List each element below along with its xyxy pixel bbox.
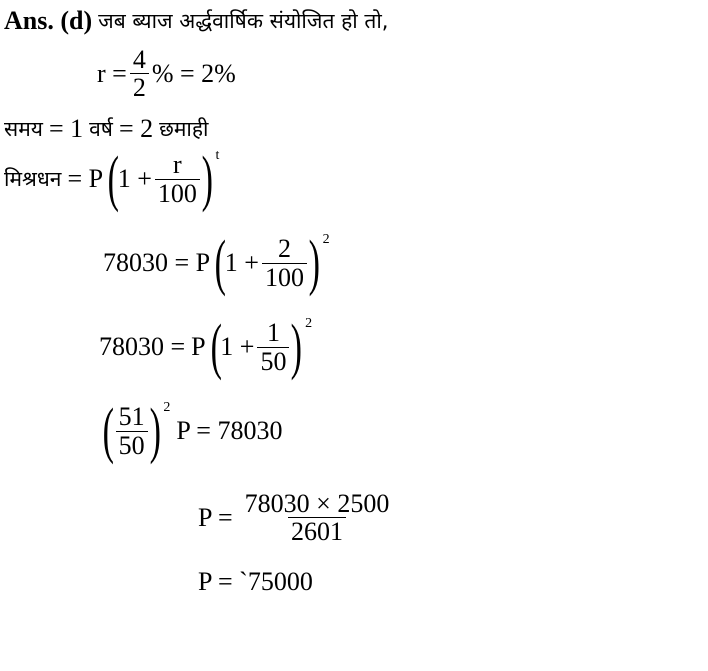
amount-numerator: r bbox=[173, 150, 182, 180]
answer-condition-text: जब ब्याज अर्द्धवार्षिक संयोजित हो तो, bbox=[98, 9, 389, 33]
right-paren: ) bbox=[291, 313, 303, 381]
step2-fraction bbox=[257, 319, 289, 375]
half-year-label: छमाही bbox=[159, 117, 209, 141]
step3-numerator: 51 bbox=[118, 402, 145, 432]
step1-fraction bbox=[262, 235, 307, 291]
rate-equation bbox=[97, 46, 236, 102]
time-eq1: = 1 bbox=[48, 114, 84, 143]
step2-one: 1 + bbox=[220, 332, 255, 361]
year-label: वर्ष bbox=[89, 117, 113, 141]
time-label: समय bbox=[4, 117, 43, 141]
step2-denominator: 50 bbox=[257, 347, 289, 375]
step2-exponent: 2 bbox=[305, 316, 313, 331]
right-paren: ) bbox=[149, 397, 161, 465]
answer-label: Ans. (d) bbox=[4, 6, 93, 35]
final-answer-text: P = `75000 bbox=[198, 567, 313, 596]
step4-numerator: 78030 × 2500 bbox=[244, 489, 390, 518]
left-paren: ( bbox=[107, 145, 120, 213]
step4-fraction bbox=[242, 490, 393, 546]
step1-lhs: 78030 = P bbox=[103, 248, 211, 277]
rate-fraction bbox=[130, 46, 149, 102]
step4-lhs: P = bbox=[198, 502, 233, 532]
amount-exponent: t bbox=[215, 148, 220, 163]
step3-equation bbox=[98, 397, 283, 465]
step3-denominator: 50 bbox=[116, 431, 148, 459]
rate-numerator: 4 bbox=[132, 45, 146, 74]
right-paren: ) bbox=[308, 229, 320, 297]
step1-denominator: 100 bbox=[262, 263, 307, 291]
step2-numerator: 1 bbox=[266, 318, 280, 348]
step2-lhs: 78030 = bbox=[99, 332, 186, 361]
rate-lhs: r = bbox=[97, 58, 127, 88]
step4-denominator: 2601 bbox=[288, 517, 346, 545]
step1-one: 1 + bbox=[224, 248, 259, 277]
amount-one: 1 + bbox=[117, 164, 152, 193]
step2-equation bbox=[99, 313, 313, 381]
step4-equation bbox=[198, 490, 395, 546]
step3-rhs: P = 78030 bbox=[176, 416, 283, 445]
step1-exponent: 2 bbox=[322, 232, 330, 247]
amount-label: मिश्रधन bbox=[4, 167, 62, 191]
left-paren: ( bbox=[214, 229, 227, 297]
amount-fraction bbox=[155, 151, 200, 207]
left-paren: ( bbox=[210, 313, 222, 381]
right-paren: ) bbox=[201, 145, 213, 213]
amount-denominator: 100 bbox=[155, 179, 200, 207]
rate-denominator: 2 bbox=[130, 73, 149, 101]
step3-exponent: 2 bbox=[163, 400, 171, 415]
step3-fraction bbox=[116, 403, 148, 459]
answer-heading bbox=[4, 6, 388, 36]
time-eq2: = 2 bbox=[118, 114, 154, 143]
step1-numerator: 2 bbox=[277, 234, 291, 264]
final-answer bbox=[198, 567, 313, 597]
rate-rhs: % = 2% bbox=[151, 58, 236, 88]
amount-formula bbox=[4, 145, 220, 213]
left-paren: ( bbox=[102, 397, 115, 465]
amount-eq: = P bbox=[67, 164, 104, 193]
step2-p: P bbox=[191, 332, 206, 361]
time-equation bbox=[4, 114, 208, 144]
step1-equation bbox=[103, 229, 330, 297]
